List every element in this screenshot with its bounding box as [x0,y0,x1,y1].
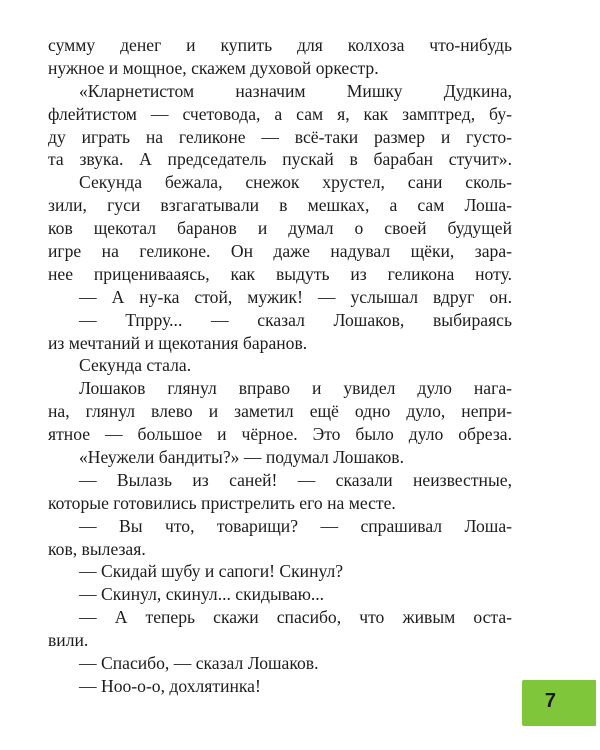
text-line: из мечтаний и щекотания баранов. [48,332,308,353]
text-line: на, глянул влево и заметил ещё одно дуло, непри- [48,401,512,422]
text-line: — Спасибо, — сказал Лошаков. [79,653,319,674]
text-line: ятное — большое и чёрное. Это было дуло обреза. [48,424,512,445]
text-line: — Скидай шубу и сапоги! Скинул? [79,561,344,582]
text-line: та звука. А председатель пускай в барабан стучит». [48,149,512,170]
text-line: — Вы что, товарищи? — спрашивал Лоша- [79,515,512,536]
text-line: ду играть на геликоне — всё-таки размер и густо- [48,126,512,147]
page-text [48,34,512,698]
text-line: Секунда бежала, снежок хрустел, сани сколь- [79,172,512,193]
text-line: ков, вылезая. [48,538,146,559]
text-line: сумму денег и купить для колхоза что-нибудь [48,35,512,55]
text-line: «Кларнетистом назначим Мишку Дудкина, [79,80,512,101]
text-line: флейтистом — счетовода, а сам я, как замптред, бу- [48,103,512,124]
text-line: — А теперь скажи спасибо, что живым оста- [79,607,512,628]
page-number: 7 [544,690,556,712]
text-line: ков щекотал баранов и думал о своей будущей [48,218,512,239]
text-line: игре на геликоне. Он даже надувал щёки, зара- [48,241,512,262]
text-line: — Ноо-о-о, дохлятинка! [79,675,261,696]
text-line: — Вылазь из саней! — сказали неизвестные, [79,469,512,490]
text-line: нее приценивааясь, как выдуть из геликона ноту. [48,263,512,284]
text-line: — Тпрру... — сказал Лошаков, выбираясь [79,309,512,330]
text-line: «Неужели бандиты?» — подумал Лошаков. [79,447,404,468]
text-line: нужное и мощное, скажем духовой оркестр. [48,57,379,78]
text-line: зили, гуси взгагатывали в мешках, а сам Лоша- [48,195,512,216]
page-number-tab [522,680,596,726]
text-line: вили. [48,630,89,651]
text-line: которые готовились пристрелить его на месте. [48,492,396,513]
text-line: — Скинул, скинул... скидываю... [79,584,325,605]
text-line: Секунда стала. [79,355,192,376]
text-line: Лошаков глянул вправо и увидел дуло нага- [79,378,512,399]
text-line: — А ну-ка стой, мужик! — услышал вдруг он. [79,286,512,307]
